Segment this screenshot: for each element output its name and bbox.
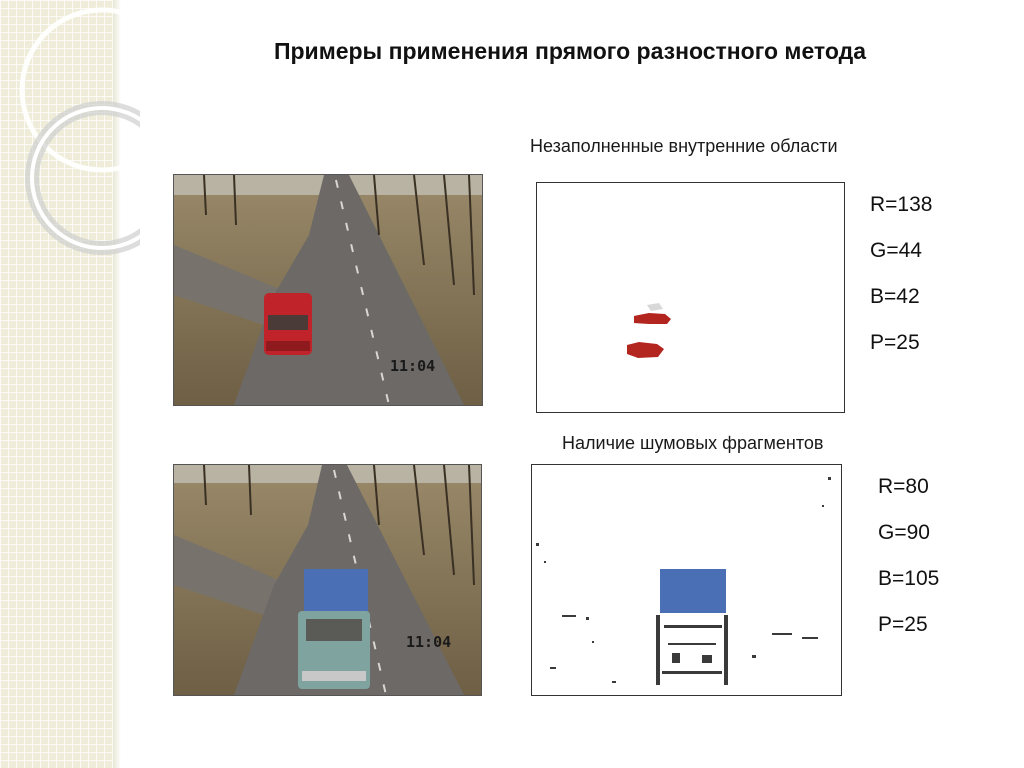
- road-photo-blue-truck: [173, 464, 482, 696]
- param-b: B=42: [870, 285, 920, 308]
- road-photo-red-car: [173, 174, 483, 406]
- caption-unfilled-regions: Незаполненные внутренние области: [530, 136, 838, 156]
- param-p: P=25: [878, 613, 928, 636]
- timestamp-label: 11:04: [390, 357, 436, 375]
- timestamp-label: 11:04: [406, 633, 452, 651]
- param-g: G=90: [878, 521, 930, 544]
- params-example-1: [870, 182, 932, 366]
- difference-mask-1: [536, 182, 845, 413]
- param-r: R=80: [878, 475, 929, 498]
- param-r: R=138: [870, 193, 933, 216]
- param-g: G=44: [870, 239, 922, 262]
- decorative-circles: [0, 0, 140, 260]
- page-title: Примеры применения прямого разностного метода: [273, 38, 867, 64]
- param-b: B=105: [878, 567, 940, 590]
- caption-noise-fragments: Наличие шумовых фрагментов: [562, 433, 824, 453]
- difference-mask-2: [531, 464, 842, 696]
- param-p: P=25: [870, 331, 920, 354]
- params-example-2: [878, 464, 939, 648]
